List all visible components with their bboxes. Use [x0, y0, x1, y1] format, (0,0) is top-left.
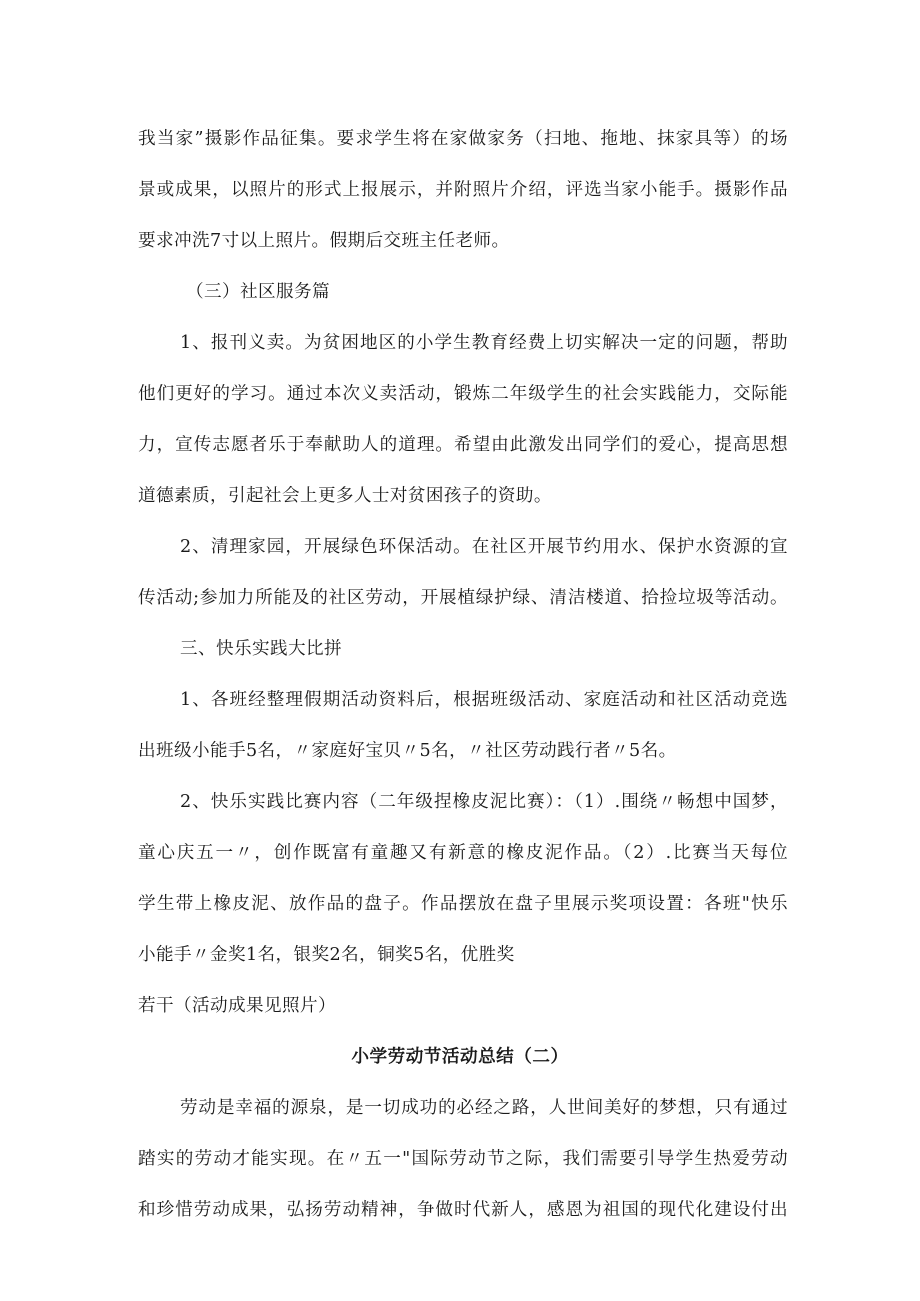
paragraph-line: 1、报刊义卖。为贫困地区的小学生教育经费上切实解决一定的问题，帮助 — [180, 333, 788, 353]
paragraph-line: 我当家”摄影作品征集。要求学生将在家做家务（扫地、拖地、抹家具等）的场 — [138, 129, 788, 149]
paragraph-line: 小能手〃金奖1名，银奖2名，铜奖5名，优胜奖 — [138, 945, 515, 965]
paragraph-line: 若干（活动成果见照片） — [138, 996, 336, 1016]
paragraph-line: 景或成果，以照片的形式上报展示，并附照片介绍，评选当家小能手。摄影作品 — [138, 180, 788, 200]
paragraph-line: 学生带上橡皮泥、放作品的盘子。作品摆放在盘子里展示奖项设置：各班"快乐 — [138, 894, 788, 914]
paragraph-line: 踏实的劳动才能实现。在〃五一"国际劳动节之际，我们需要引导学生热爱劳动 — [138, 1149, 788, 1169]
paragraph-line: 力，宣传志愿者乐于奉献助人的道理。希望由此激发出同学们的爱心，提高思想 — [138, 435, 788, 455]
paragraph-line: 要求冲洗7寸以上照片。假期后交班主任老师。 — [138, 231, 510, 251]
section-heading: （三）社区服务篇 — [186, 282, 330, 302]
paragraph-line: 劳动是幸福的源泉，是一切成功的必经之路，人世间美好的梦想，只有通过 — [180, 1098, 788, 1118]
paragraph-line: 出班级小能手5名，〃家庭好宝贝〃5名，〃社区劳动践行者〃5名。 — [138, 741, 677, 761]
paragraph-line: 1、各班经整理假期活动资料后，根据班级活动、家庭活动和社区活动竞选 — [180, 690, 788, 710]
paragraph-line: 传活动;参加力所能及的社区劳动，开展植绿护绿、清洁楼道、拾捡垃圾等活动。 — [138, 588, 788, 608]
paragraph-line: 2、清理家园，开展绿色环保活动。在社区开展节约用水、保护水资源的宣 — [180, 537, 788, 557]
paragraph-line: 2、快乐实践比赛内容（二年级捏橡皮泥比赛）：（1）.围绕〃畅想中国梦， — [180, 792, 788, 812]
section-heading: 三、快乐实践大比拼 — [180, 639, 342, 659]
paragraph-line: 他们更好的学习。通过本次义卖活动，锻炼二年级学生的社会实践能力，交际能 — [138, 384, 788, 404]
paragraph-line: 道德素质，引起社会上更多人士对贫困孩子的资助。 — [138, 486, 552, 506]
paragraph-line: 和珍惜劳动成果，弘扬劳动精神，争做时代新人，感恩为祖国的现代化建设付出 — [138, 1200, 788, 1220]
section-title: 小学劳动节活动总结（二） — [351, 1047, 569, 1067]
paragraph-line: 童心庆五一〃，创作既富有童趣又有新意的橡皮泥作品。（2）.比赛当天每位 — [138, 843, 788, 863]
